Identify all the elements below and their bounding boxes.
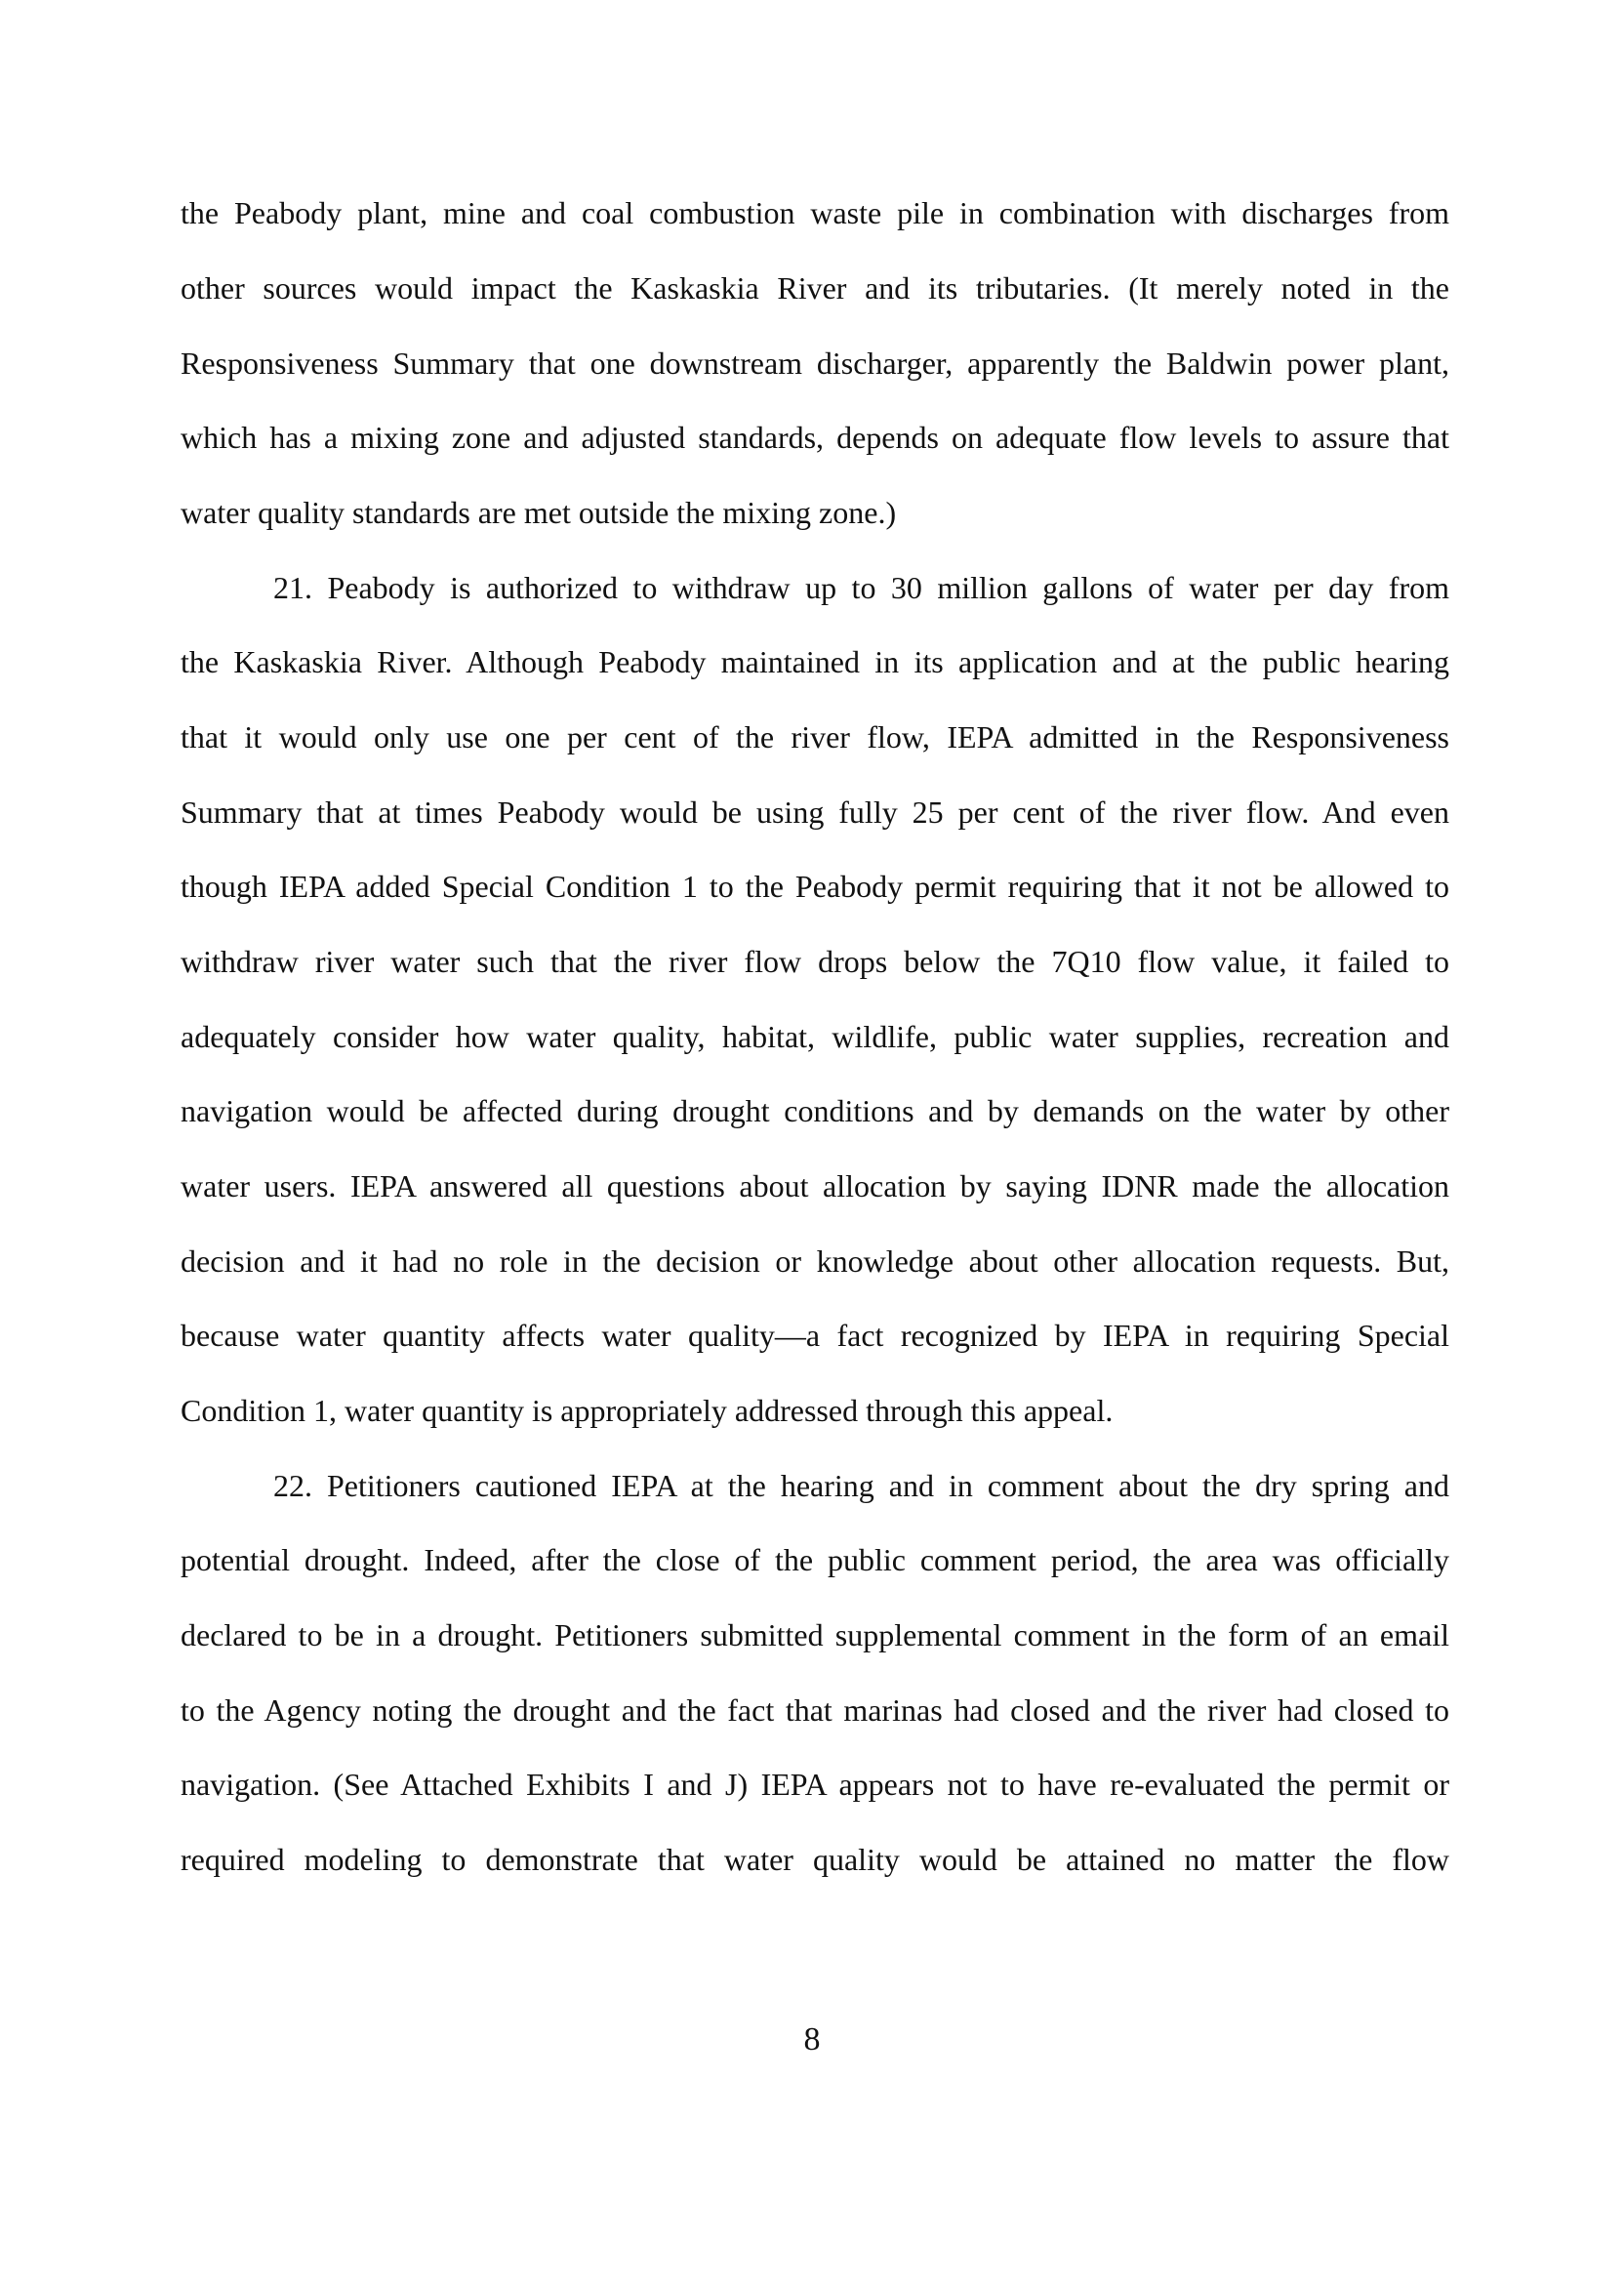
text-line: potential drought. Indeed, after the close of the public comment period, the area was officially bbox=[181, 1542, 1449, 1577]
text-line: Condition 1, water quantity is appropriately addressed through this appeal. bbox=[181, 1393, 1114, 1428]
text-line: other sources would impact the Kaskaskia River and its tributaries. (It merely noted in the bbox=[181, 270, 1449, 306]
text-line: which has a mixing zone and adjusted standards, depends on adequate flow levels to assure that bbox=[181, 420, 1449, 455]
text-line: that it would only use one per cent of the river flow, IEPA admitted in the Responsiveness bbox=[181, 719, 1449, 754]
text-line: withdraw river water such that the river flow drops below the 7Q10 flow value, it failed to bbox=[181, 944, 1449, 979]
text-line: the Kaskaskia River. Although Peabody maintained in its application and at the public hearing bbox=[181, 644, 1449, 679]
text-line: navigation would be affected during drought conditions and by demands on the water by other bbox=[181, 1093, 1449, 1128]
text-line: to the Agency noting the drought and the fact that marinas had closed and the river had closed to bbox=[181, 1692, 1449, 1728]
text-line: required modeling to demonstrate that water quality would be attained no matter the flow bbox=[181, 1842, 1449, 1877]
text-line: adequately consider how water quality, habitat, wildlife, public water supplies, recreation and bbox=[181, 1019, 1449, 1054]
text-line: Responsiveness Summary that one downstream discharger, apparently the Baldwin power plant, bbox=[181, 346, 1449, 381]
page-number: 8 bbox=[803, 2021, 821, 2058]
text-line: declared to be in a drought. Petitioners submitted supplemental comment in the form of an email bbox=[181, 1617, 1449, 1652]
paragraph-22-first-line: 22. Petitioners cautioned IEPA at the hearing and in comment about the dry spring and bbox=[273, 1468, 1449, 1503]
text-line: though IEPA added Special Condition 1 to the Peabody permit requiring that it not be allowed to bbox=[181, 869, 1449, 904]
text-line: water quality standards are met outside the mixing zone.) bbox=[181, 495, 897, 530]
text-line: navigation. (See Attached Exhibits I and J) IEPA appears not to have re-evaluated the permit or bbox=[181, 1767, 1449, 1802]
text-line: because water quantity affects water quality—a fact recognized by IEPA in requiring Special bbox=[181, 1318, 1449, 1353]
text-line: water users. IEPA answered all questions about allocation by saying IDNR made the allocation bbox=[181, 1168, 1449, 1203]
text-line: decision and it had no role in the decision or knowledge about other allocation requests. But, bbox=[181, 1243, 1449, 1279]
text-line: the Peabody plant, mine and coal combustion waste pile in combination with discharges from bbox=[181, 195, 1449, 230]
paragraph-21-first-line: 21. Peabody is authorized to withdraw up to 30 million gallons of water per day from bbox=[273, 570, 1449, 605]
text-line: Summary that at times Peabody would be using fully 25 per cent of the river flow. And even bbox=[181, 795, 1449, 830]
